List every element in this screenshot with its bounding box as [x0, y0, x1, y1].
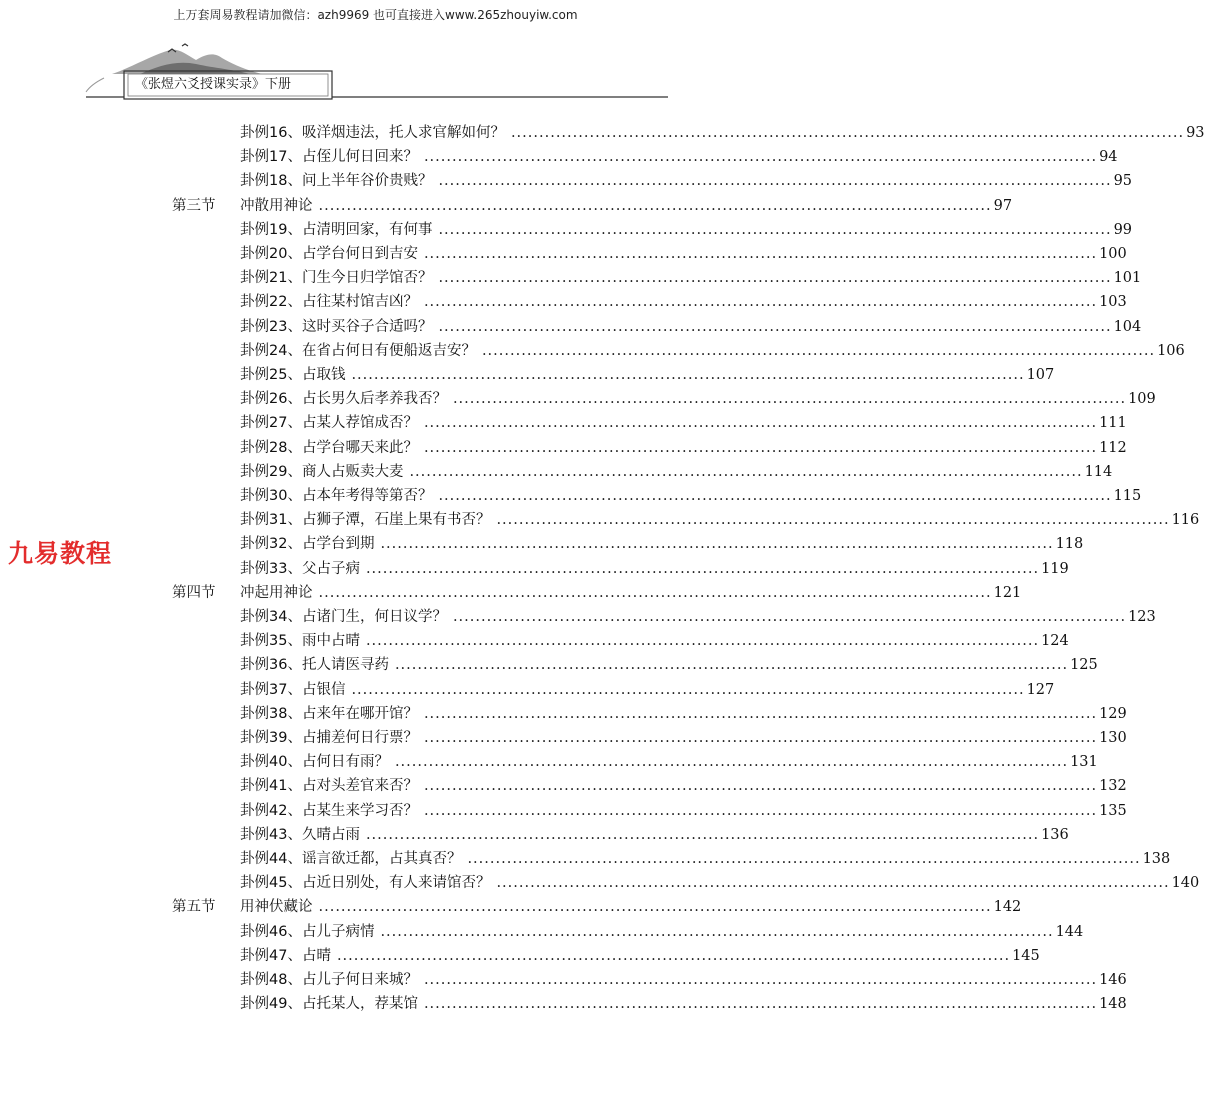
toc-entry	[240, 726, 1127, 750]
toc-entry	[240, 411, 1127, 435]
leader-dots: ........................................................................................................................	[496, 512, 1170, 529]
entry-title: 卦例34、占诸门生，何日议学？	[240, 609, 447, 625]
toc-entry	[240, 169, 1133, 193]
leader-dots: ........................................................................................................................	[351, 367, 1025, 383]
leader-dots: ........................................................................................................................	[423, 705, 1098, 722]
entry-title: 卦例18、问上半年谷价贵贱？	[240, 173, 433, 190]
leader-dots: ........................................................................................................................	[423, 996, 1098, 1013]
toc-entry	[240, 653, 1098, 677]
page-number: 97	[993, 197, 1013, 214]
entry-title: 卦例21、门生今日归学馆否？	[240, 270, 433, 287]
toc-entry	[240, 774, 1127, 798]
leader-dots: ........................................................................................................................	[423, 439, 1098, 456]
toc-entry	[240, 484, 1142, 508]
toc-entry-row	[0, 508, 1200, 532]
book-title: 《张煜六爻授课实录》下册	[135, 77, 292, 92]
toc-entry	[240, 799, 1127, 823]
toc-entry	[240, 750, 1098, 774]
toc-entry-row	[0, 436, 1127, 460]
entry-title: 卦例48、占儿子何日来城？	[240, 972, 418, 988]
leader-dots: ........................................................................................................................	[365, 560, 1040, 577]
page-number: 132	[1099, 778, 1127, 795]
entry-title: 卦例35、雨中占晴	[240, 633, 360, 650]
page-number: 130	[1099, 730, 1127, 746]
leader-dots: ........................................................................................................................	[318, 899, 992, 916]
page-number: 129	[1099, 705, 1127, 722]
toc-entry	[240, 266, 1142, 290]
leader-dots: ........................................................................................................................	[438, 488, 1112, 504]
leader-dots: ........................................................................................................................	[318, 584, 992, 601]
leader-dots: ........................................................................................................................	[394, 754, 1069, 771]
page-number: 144	[1055, 923, 1084, 940]
leader-dots: ........................................................................................................................	[481, 342, 1156, 359]
toc-entry	[240, 557, 1069, 581]
toc-entry-row	[0, 484, 1142, 508]
leader-dots: ........................................................................................................................	[351, 681, 1025, 698]
toc-entry	[240, 508, 1200, 532]
toc-entry-row	[0, 702, 1127, 726]
toc-entry	[240, 702, 1127, 726]
page-number: 118	[1055, 536, 1084, 553]
toc-entry	[240, 145, 1118, 169]
entry-title: 卦例17、占侄儿何日回来？	[240, 149, 418, 166]
leader-dots: ........................................................................................................................	[452, 609, 1127, 625]
toc-entry	[240, 581, 1022, 605]
toc-entry	[240, 532, 1084, 556]
entry-title: 卦例49、占托某人，荐某馆	[240, 996, 418, 1013]
toc-entry-row	[0, 871, 1200, 895]
toc-entry-row	[0, 968, 1127, 992]
toc-entry	[240, 242, 1127, 266]
leader-dots: ........................................................................................................................	[365, 633, 1040, 650]
section-label: 第五节	[172, 899, 216, 916]
page-number: 135	[1099, 802, 1127, 819]
toc-entry-row	[0, 145, 1118, 169]
toc-entry	[240, 871, 1200, 895]
entry-title: 卦例40、占何日有雨？	[240, 754, 389, 771]
toc-entry-row	[0, 266, 1142, 290]
toc-entry-row	[0, 774, 1127, 798]
entry-title: 卦例46、占儿子病情	[240, 923, 375, 940]
toc-entry	[240, 194, 1013, 218]
toc-entry	[240, 920, 1084, 944]
page-number: 106	[1157, 342, 1185, 359]
entry-title: 卦例32、占学台到期	[240, 536, 375, 553]
entry-title: 卦例22、占往某村馆吉凶？	[240, 294, 418, 311]
watermark-logo: 九易教程	[8, 539, 113, 568]
leader-dots: ........................................................................................................................	[318, 197, 992, 214]
toc-entry-row	[0, 629, 1069, 653]
page-number: 100	[1099, 246, 1127, 262]
toc-section-row	[0, 895, 1022, 919]
toc-entry-row	[0, 992, 1127, 1016]
page-number: 95	[1113, 173, 1133, 190]
leader-dots: ........................................................................................................................	[423, 972, 1098, 988]
toc-entry	[240, 678, 1055, 702]
leader-dots: ........................................................................................................................	[423, 778, 1098, 795]
toc-section-row	[0, 581, 1022, 605]
toc-section-row	[0, 194, 1013, 218]
leader-dots: ........................................................................................................................	[438, 221, 1112, 238]
entry-title: 卦例42、占某生来学习否？	[240, 802, 418, 819]
entry-title: 卦例28、占学台哪天来此？	[240, 439, 418, 456]
leader-dots: ........................................................................................................................	[380, 923, 1054, 940]
page-number: 101	[1113, 270, 1142, 287]
page-number: 104	[1113, 318, 1142, 335]
entry-title: 卦例16、吸洋烟违法，托人求官解如何？	[240, 125, 505, 141]
page-number: 146	[1099, 972, 1127, 988]
toc-entry	[240, 315, 1142, 339]
toc-entry	[240, 436, 1127, 460]
toc-entry-row	[0, 460, 1113, 484]
page-number: 148	[1099, 996, 1127, 1013]
entry-title: 卦例41、占对头差官来否？	[240, 778, 418, 795]
page-number: 112	[1099, 439, 1127, 456]
toc-entry-row	[0, 242, 1127, 266]
toc-entry-row	[0, 169, 1133, 193]
page-number: 114	[1084, 463, 1113, 480]
entry-title: 卦例26、占长男久后孝养我否？	[240, 391, 447, 408]
toc-entry	[240, 387, 1156, 411]
toc-entry-row	[0, 750, 1098, 774]
entry-title: 卦例30、占本年考得等第否？	[240, 488, 433, 504]
header-decoration-icon	[0, 40, 751, 110]
toc-entry-row	[0, 726, 1127, 750]
leader-dots: ........................................................................................................................	[423, 149, 1098, 166]
section-label: 第三节	[172, 197, 216, 214]
toc-entry	[240, 968, 1127, 992]
toc-entry-row	[0, 339, 1185, 363]
entry-title: 卦例20、占学台何日到吉安	[240, 246, 418, 262]
toc-entry-row	[0, 557, 1069, 581]
leader-dots: ........................................................................................................................	[394, 657, 1069, 674]
page-number: 138	[1142, 851, 1171, 867]
page-number: 107	[1026, 367, 1055, 383]
toc-entry-row	[0, 121, 1205, 145]
page-number: 127	[1026, 681, 1055, 698]
page-number: 124	[1041, 633, 1069, 650]
toc-entry	[240, 605, 1156, 629]
toc-entry	[240, 992, 1127, 1016]
page-number: 93	[1186, 125, 1205, 141]
toc-entry-row	[0, 218, 1133, 242]
entry-title: 卦例25、占取钱	[240, 367, 346, 383]
toc-entry	[240, 363, 1055, 387]
leader-dots: ........................................................................................................................	[409, 463, 1083, 480]
toc-entry	[240, 847, 1171, 871]
entry-title: 卦例27、占某人荐馆成否？	[240, 415, 418, 432]
toc-entry-row	[0, 653, 1098, 677]
page-number: 125	[1070, 657, 1098, 674]
entry-title: 卦例36、托人请医寻药	[240, 657, 389, 674]
toc-entry	[240, 218, 1133, 242]
toc-entry-row	[0, 799, 1127, 823]
toc-entry-row	[0, 387, 1156, 411]
toc-entry-row	[0, 944, 1040, 968]
toc-entry-row	[0, 411, 1127, 435]
top-notice: 上万套周易教程请加微信：azh9969 也可直接进入www.265zhouyiw.com	[173, 8, 578, 22]
leader-dots: ........................................................................................................................	[423, 246, 1098, 262]
page-number: 145	[1012, 947, 1040, 964]
leader-dots: ........................................................................................................................	[510, 125, 1185, 141]
entry-title: 卦例19、占清明回家，有何事	[240, 221, 433, 238]
toc-entry	[240, 290, 1127, 314]
leader-dots: ........................................................................................................................	[467, 851, 1141, 867]
leader-dots: ........................................................................................................................	[423, 730, 1098, 746]
leader-dots: ........................................................................................................................	[423, 802, 1098, 819]
entry-title: 卦例43、久晴占雨	[240, 826, 360, 843]
page-number: 116	[1171, 512, 1200, 529]
toc-entry	[240, 629, 1069, 653]
toc-entry	[240, 460, 1113, 484]
leader-dots: ........................................................................................................................	[423, 294, 1098, 311]
entry-title: 用神伏藏论	[240, 899, 313, 916]
entry-title: 卦例37、占银信	[240, 681, 346, 698]
toc-entry-row	[0, 823, 1069, 847]
page-number: 99	[1113, 221, 1133, 238]
entry-title: 卦例44、谣言欲迁都，占其真否？	[240, 851, 462, 867]
toc-entry-row	[0, 605, 1156, 629]
leader-dots: ........................................................................................................................	[336, 947, 1011, 964]
leader-dots: ........................................................................................................................	[452, 391, 1127, 408]
entry-title: 卦例33、父占子病	[240, 560, 360, 577]
toc-entry	[240, 823, 1069, 847]
page-number: 123	[1128, 609, 1156, 625]
page-number: 119	[1041, 560, 1069, 577]
entry-title: 卦例47、占晴	[240, 947, 331, 964]
toc-entry-row	[0, 290, 1127, 314]
page-number: 103	[1099, 294, 1127, 311]
page-number: 94	[1099, 149, 1118, 166]
toc-entry-row	[0, 363, 1055, 387]
toc-entry-row	[0, 678, 1055, 702]
toc-entry-row	[0, 532, 1084, 556]
section-label: 第四节	[172, 584, 216, 601]
leader-dots: ........................................................................................................................	[365, 826, 1040, 843]
entry-title: 卦例45、占近日别处，有人来请馆否？	[240, 875, 491, 892]
toc-entry-row	[0, 315, 1142, 339]
toc-entry-row	[0, 847, 1171, 871]
leader-dots: ........................................................................................................................	[438, 270, 1112, 287]
entry-title: 卦例23、这时买谷子合适吗？	[240, 318, 433, 335]
page-number: 111	[1099, 415, 1127, 432]
entry-title: 冲起用神论	[240, 584, 313, 601]
leader-dots: ........................................................................................................................	[423, 415, 1098, 432]
entry-title: 卦例38、占来年在哪开馆？	[240, 705, 418, 722]
toc-entry	[240, 944, 1040, 968]
entry-title: 卦例31、占狮子潭，石崖上果有书否？	[240, 512, 491, 529]
toc-entry	[240, 895, 1022, 919]
leader-dots: ........................................................................................................................	[380, 536, 1054, 553]
page-number: 131	[1070, 754, 1098, 771]
page-number: 142	[993, 899, 1022, 916]
page-number: 109	[1128, 391, 1156, 408]
leader-dots: ........................................................................................................................	[438, 173, 1112, 190]
page-number: 115	[1113, 488, 1142, 504]
entry-title: 卦例39、占捕差何日行票？	[240, 730, 418, 746]
page-number: 121	[993, 584, 1022, 601]
leader-dots: ........................................................................................................................	[496, 875, 1170, 892]
entry-title: 卦例24、在省占何日有便船返吉安？	[240, 342, 476, 359]
toc-entry	[240, 339, 1185, 363]
leader-dots: ........................................................................................................................	[438, 318, 1112, 335]
toc-entry-row	[0, 920, 1084, 944]
entry-title: 冲散用神论	[240, 197, 313, 214]
page-number: 140	[1171, 875, 1200, 892]
page-header	[0, 40, 751, 110]
page-number: 136	[1041, 826, 1069, 843]
entry-title: 卦例29、商人占贩卖大麦	[240, 463, 404, 480]
toc-entry	[240, 121, 1205, 145]
